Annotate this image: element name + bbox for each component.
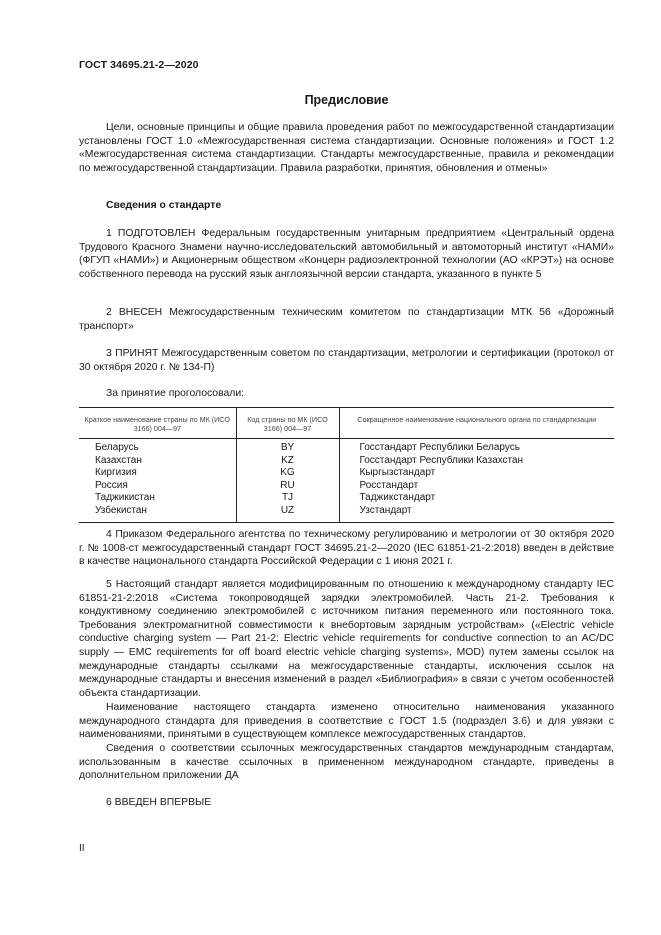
country-name: Беларусь (95, 442, 139, 453)
country-code: TJ (236, 492, 339, 505)
item-1-paragraph: 1 ПОДГОТОВЛЕН Федеральным государственным унитарным предприятием «Центральный ордена Трудового Красного Знамени научно-исследовательский автомобильный и автомоторный институт «НАМИ» (ФГУП «НАМИ») и Акционерным обществом «Концерн радиоэлектронной технологии (АО «КРЭТ») на основе собственного перевода на русский язык англоязычной версии стандарта, указанного в пункте 5 (79, 228, 614, 280)
table-row (79, 439, 614, 455)
standards-body: Росстандарт (339, 480, 614, 493)
standards-body: Таджикстандарт (339, 492, 614, 505)
standards-body: Госстандарт Республики Беларусь (339, 439, 614, 455)
country-name: Россия (95, 479, 128, 491)
standards-body: Узстандарт (339, 505, 614, 522)
header-country-name: Краткое наименование страны по МК (ИСО 3166) 004—97 (79, 408, 236, 439)
header-country-code: Код страны по МК (ИСО 3166) 004—97 (236, 408, 339, 439)
country-code: BY (236, 439, 339, 455)
country-code: UZ (236, 505, 339, 522)
country-name: Таджикистан (95, 492, 155, 504)
header-standards-body: Сокращенное наименование национального органа по стандартизации (339, 408, 614, 439)
country-code: KZ (236, 455, 339, 468)
page-number: II (79, 843, 85, 854)
country-code: KG (236, 467, 339, 480)
table-row (79, 505, 614, 522)
voting-table (79, 407, 614, 523)
item-5-references-paragraph: Сведения о соответствии ссылочных межгосударственных стандартов международным стандартам, использованным в качестве ссылочных в примененном международном стандарте, приведены в дополнительном приложении ДА (79, 743, 614, 782)
table-row (79, 480, 614, 493)
page-title: Предисловие (304, 93, 389, 107)
country-name: Узбекистан (79, 505, 236, 522)
document-code: ГОСТ 34695.21-2—2020 (79, 59, 199, 71)
item-5-name-change-paragraph: Наименование настоящего стандарта изменено относительно наименования указанного международного стандарта для приведения в соответствие с ГОСТ 1.5 (подраздел 3.6) и для увязки с наименованиями, принятыми в существующем комплексе межгосударственных стандартов. (79, 702, 614, 741)
table-row (79, 467, 614, 480)
intro-paragraph: Цели, основные принципы и общие правила проведения работ по межгосударственной стандартизации установлены ГОСТ 1.0 «Межгосударственная система стандартизации. Основные положения» и ГОСТ 1.2 «Межгосударственная система стандартизации. Стандарты межгосударственные, правила и рекомендации по межгосударственной стандартизации. Правила разработки, принятия, обновления и отмены» (79, 122, 614, 174)
country-name: Казахстан (95, 454, 142, 466)
table-row (79, 455, 614, 468)
table-header-row (79, 408, 614, 439)
item-3-paragraph: 3 ПРИНЯТ Межгосударственным советом по стандартизации, метрологии и сертификации (протокол от 30 октября 2020 г. № 134-П) (79, 348, 614, 373)
voted-label: За принятие проголосовали: (106, 388, 245, 399)
item-5-paragraph: 5 Настоящий стандарт является модифицированным по отношению к международному стандарту IEC 61851-21-2:2018 «Система токопроводящей зарядки электромобилей. Часть 21-2. Требования к кондуктивному соединению электромобилей с источником питания переменного или постоянного тока. Требования электромагнитной совместимости к внебортовым зарядным устройствам» («Electric vehicle conductive charging system — Part 21-2: Electric vehicle requirements for conductive connection to an AC/DC supply — EMC requirements for off board electric vehicle charging systems», MOD) путем замены ссылок на международные стандарты ссылками на межгосударственные стандарты, исключения ссылок на международные стандарты и внесения изменений в раздел «Библиография» в связи с учетом особенностей объекта стандартизации. (79, 579, 614, 699)
country-code: RU (236, 480, 339, 493)
item-4-paragraph: 4 Приказом Федерального агентства по техническому регулированию и метрологии от 30 октября 2020 г. № 1008-ст межгосударственный стандарт ГОСТ 34695.21-2—2020 (IEC 61851-21-2:2018) введен в действие в качестве национального стандарта Российской Федерации с 1 июня 2021 г. (79, 529, 614, 568)
standards-body: Госстандарт Республики Казахстан (339, 455, 614, 468)
country-name: Киргизия (95, 467, 137, 479)
standards-body: Кыргызстандарт (339, 467, 614, 480)
item-6-paragraph: 6 ВВЕДЕН ВПЕРВЫЕ (106, 797, 212, 808)
table-row (79, 492, 614, 505)
section-heading: Сведения о стандарте (106, 200, 222, 211)
item-2-paragraph: 2 ВНЕСЕН Межгосударственным техническим комитетом по стандартизации МТК 56 «Дорожный транспорт» (79, 307, 614, 332)
